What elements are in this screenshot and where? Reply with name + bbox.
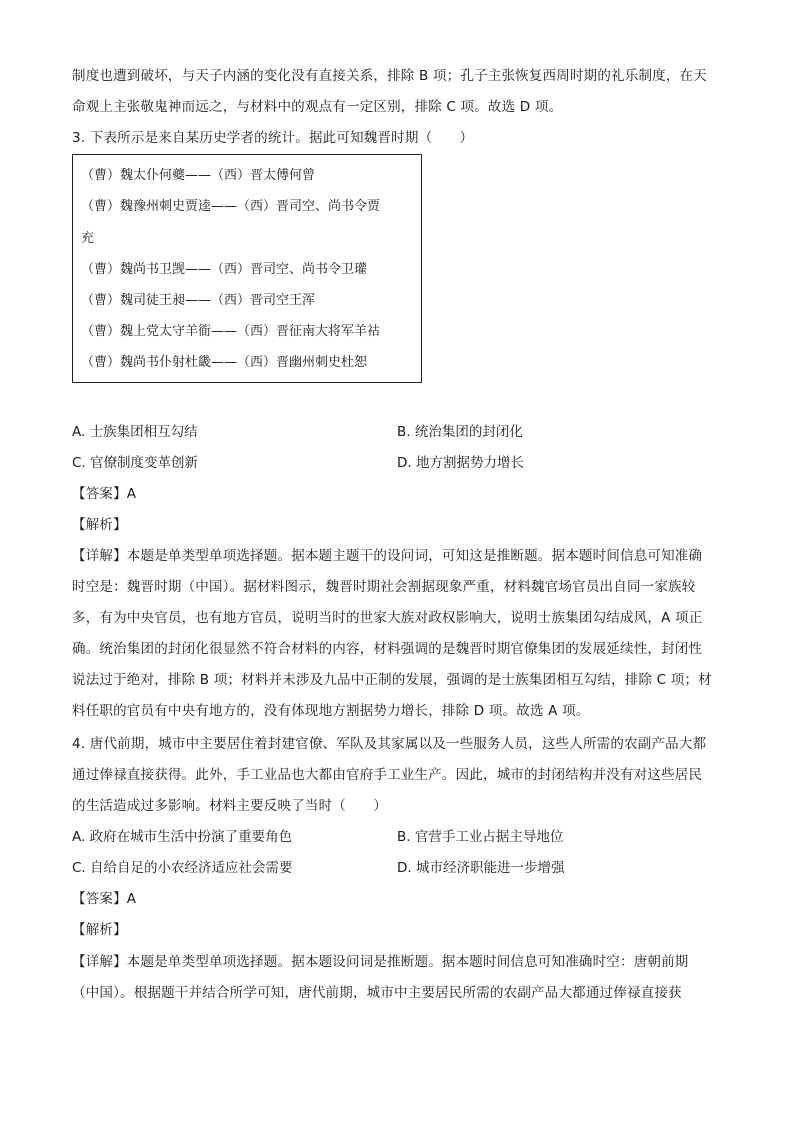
q4-stem-line: 通过俸禄直接获得。此外，手工业品也大都由官府手工业生产。因此，城市的封闭结构并没有对这些居民: [72, 767, 703, 783]
q3-option-d: D. 地方割据势力增长: [397, 455, 524, 471]
q3-option-a: A. 士族集团相互勾结: [72, 424, 198, 440]
table-row: （曹）魏豫州刺史贾逵——（西）晋司空、尚书令贾: [81, 199, 381, 214]
q3-option-b: B. 统治集团的封闭化: [397, 424, 523, 440]
q4-option-a: A. 政府在城市生活中扮演了重要角色: [72, 829, 293, 845]
intro-line-1: 制度也遭到破坏，与天子内涵的变化没有直接关系，排除 B 项；孔子主张恢复西周时期的礼乐制度，在天: [72, 68, 707, 84]
q3-stem: 3. 下表所示是来自某历史学者的统计。据此可知魏晋时期（ ）: [72, 130, 474, 146]
q3-detail-line: 料任职的官员有中央有地方的，没有体现地方割据势力增长，排除 D 项。故选 A 项。: [72, 703, 590, 719]
table-row: （曹）魏司徒王昶——（西）晋司空王浑: [81, 293, 316, 308]
q3-detail-line: 确。统治集团的封闭化很显然不符合材料的内容，材料强调的是魏晋时期官僚集团的发展延续性，封闭性: [72, 641, 703, 657]
q3-detail-line: 【详解】本题是单类型单项选择题。据本题主题干的设问词，可知这是推断题。据本题时间信息可知准确: [72, 548, 703, 564]
q3-detail-line: 说法过于绝对，排除 B 项；材料并未涉及九品中正制的发展，强调的是士族集团相互勾结，排除 C 项；材: [72, 672, 712, 688]
q3-detail-line: 多，有为中央官员，也有地方官员，说明当时的世家大族对政权影响大，说明士族集团勾结成风，A 项正: [72, 610, 703, 626]
table-row: （曹）魏上党太守羊衜——（西）晋征南大将军羊祜: [81, 324, 381, 339]
q3-detail-line: 时空是：魏晋时期（中国）。据材料图示，魏晋时期社会割据现象严重，材料魏官场官员出自同一家族较: [72, 579, 696, 595]
q4-stem-line: 的生活造成过多影响。材料主要反映了当时（ ）: [72, 798, 388, 814]
q3-table-box: [72, 154, 422, 383]
table-row: 充: [81, 231, 95, 246]
table-row: （曹）魏尚书仆射杜畿——（西）晋幽州刺史杜恕: [81, 355, 368, 370]
q4-detail-line: 【详解】本题是单类型单项选择题。据本题设问词是推断题。据本题时间信息可知准确时空：唐朝前期: [72, 954, 689, 970]
table-row: （曹）魏太仆何夔——（西）晋太傅何曾: [81, 168, 316, 183]
q4-stem-line: 4. 唐代前期，城市中主要居住着封建官僚、军队及其家属以及一些服务人员，这些人所需的农副产品大都: [72, 736, 707, 752]
table-row: （曹）魏尚书卫觊——（西）晋司空、尚书令卫瓘: [81, 262, 368, 277]
q4-option-d: D. 城市经济职能进一步增强: [397, 860, 565, 876]
q4-answer: 【答案】A: [72, 891, 137, 907]
q4-option-b: B. 官营手工业占据主导地位: [397, 829, 564, 845]
q3-option-c: C. 官僚制度变革创新: [72, 455, 199, 471]
q3-answer: 【答案】A: [72, 486, 137, 502]
intro-line-2: 命观上主张敬鬼神而远之，与材料中的观点有一定区别，排除 C 项。故选 D 项。: [72, 99, 563, 115]
q3-analysis-label: 【解析】: [72, 517, 127, 533]
q4-analysis-label: 【解析】: [72, 922, 127, 938]
q4-detail-line: （中国）。根据题干并结合所学可知，唐代前期，城市中主要居民所需的农副产品大都通过俸禄直接获: [72, 985, 682, 1001]
q4-option-c: C. 自给自足的小农经济适应社会需要: [72, 860, 293, 876]
